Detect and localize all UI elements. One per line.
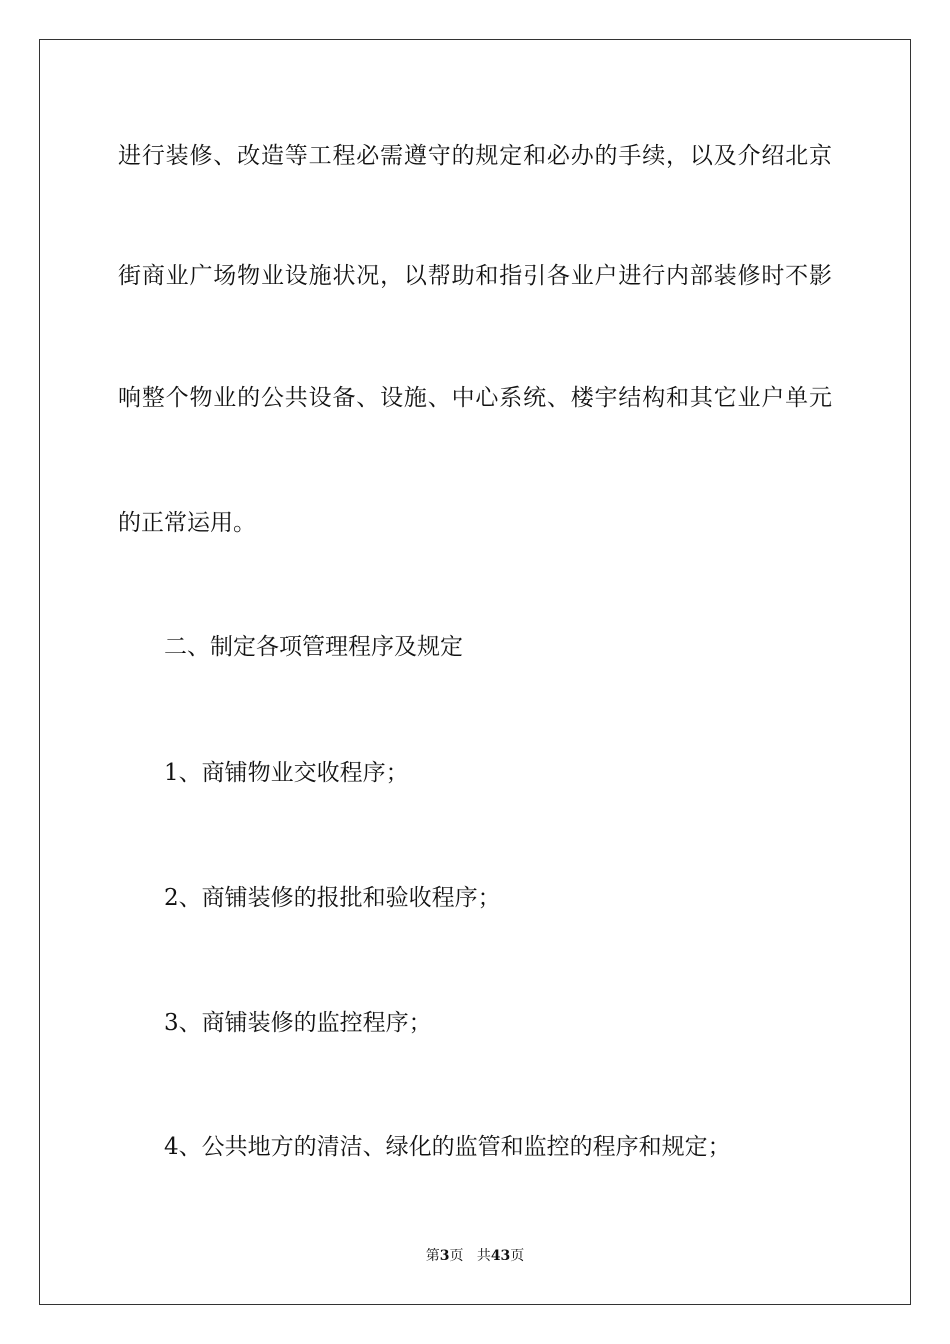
- page-border: [39, 39, 911, 1305]
- body-line-4: 的正常运用。: [118, 510, 256, 536]
- footer-prefix: 第: [425, 1248, 440, 1264]
- footer-page-suffix: 页: [449, 1248, 464, 1264]
- list-item-4: 4、公共地方的清洁、绿化的监管和监控的程序和规定；: [164, 1134, 731, 1160]
- body-line-3: 响整个物业的公共设备、设施、中心系统、楼宇结构和其它业户单元: [118, 385, 832, 411]
- footer-total-prefix: 共: [476, 1248, 491, 1264]
- footer-total-suffix: 页: [510, 1248, 525, 1264]
- list-item-3: 3、商铺装修的监控程序；: [164, 1010, 432, 1036]
- body-line-1: 进行装修、改造等工程必需遵守的规定和必办的手续，以及介绍北京: [118, 143, 832, 169]
- list-item-2: 2、商铺装修的报批和验收程序；: [164, 885, 501, 911]
- footer-total-pages: 43: [490, 1248, 511, 1264]
- body-line-2: 街商业广场物业设施状况，以帮助和指引各业户进行内部装修时不影: [118, 263, 832, 289]
- section-heading: 二、制定各项管理程序及规定: [164, 634, 463, 660]
- page-footer: [0, 1247, 950, 1265]
- footer-current-page: 3: [439, 1248, 450, 1264]
- list-item-1: 1、商铺物业交收程序；: [164, 760, 409, 786]
